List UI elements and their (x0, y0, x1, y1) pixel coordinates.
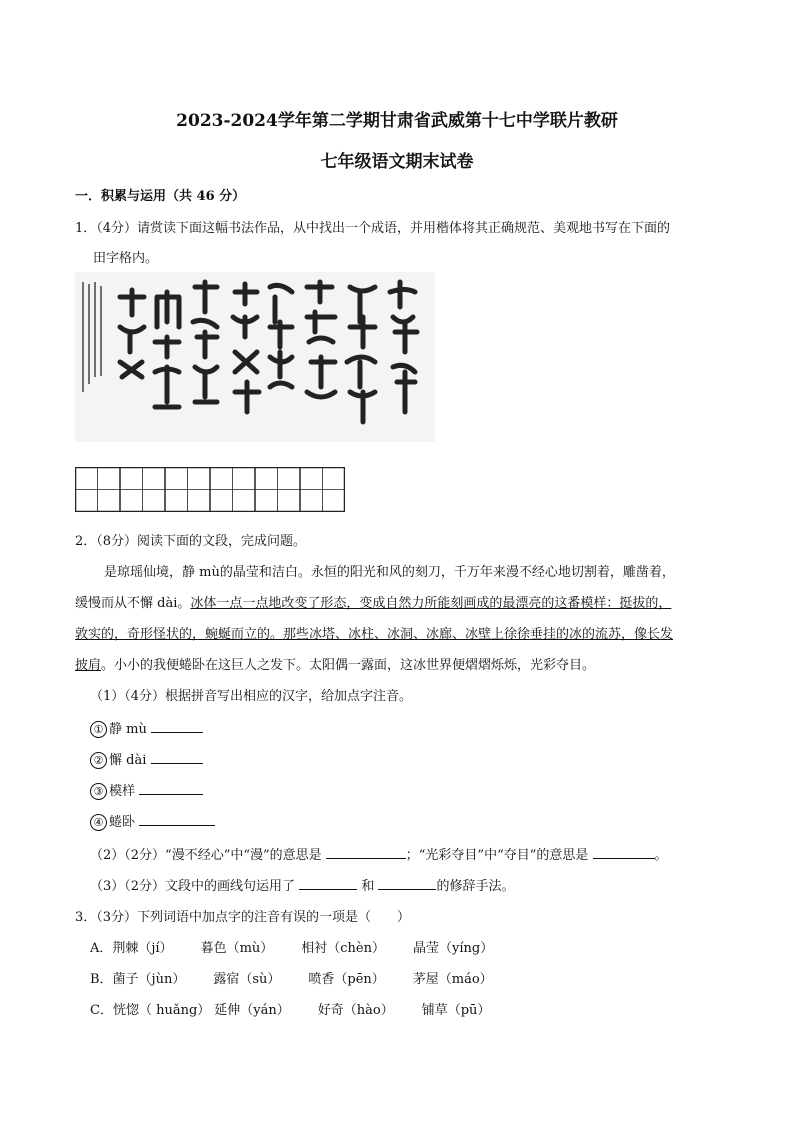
answer-blank-6[interactable] (593, 846, 655, 859)
exam-title-line1: 2023-2024学年第二学期甘肃省武威第十七中学联片教研 (176, 111, 618, 131)
answer-blank-3[interactable] (139, 782, 203, 795)
q2-underlined-sentence-b: 敦实的，奇形怪状的，蜿蜒而立的。那些冰塔、冰柱、冰洞、冰廊、冰壁上徐徐垂挂的冰的流苏，像长发 (75, 627, 674, 642)
q3-stem: 3．（3分）下列词语中加点字的注音有误的一项是（ ） (75, 910, 411, 925)
q3-option-a[interactable]: A．荆棘（jí） 暮色（mù） 相衬（chèn） 晶莹（yíng） (90, 941, 494, 956)
section-heading: 一．积累与运用（共 46 分） (75, 189, 246, 204)
calligraphy-artwork (75, 272, 435, 442)
q2-item-2: ② 懈 dài (90, 749, 203, 769)
q2-paragraph-line2a: 缓慢而从不懈 dài。 (75, 596, 191, 611)
answer-blank-7[interactable] (299, 877, 357, 890)
q2-item-3: ③ 模样 (90, 780, 203, 800)
q2-sub3: （3）（2分）文段中的画线句运用了 和 的修辞手法。 (90, 879, 515, 894)
q3-option-b[interactable]: B．菌子（jùn） 露宿（sù） 喷香（pēn） 茅屋（máo） (90, 972, 493, 987)
answer-blank-2[interactable] (151, 751, 203, 764)
q2-paragraph-line4b: 。小小的我便蜷卧在这巨人之发下。太阳偶一露面，这冰世界便熠熠烁烁，光彩夺目。 (101, 658, 596, 673)
answer-blank-1[interactable] (151, 720, 203, 733)
answer-blank-8[interactable] (378, 877, 436, 890)
q2-sub1: （1）（4分）根据拼音写出相应的汉字，给加点字注音。 (90, 689, 413, 704)
exam-title-line2: 七年级语文期末试卷 (320, 152, 474, 172)
q2-underlined-sentence-c: 披肩 (75, 658, 102, 673)
q2-item-1: ① 静 mù (90, 718, 203, 738)
q2-item-4: ④ 蜷卧 (90, 811, 215, 831)
q1-text-b: 田字格内。 (93, 251, 159, 266)
q2-stem: 2．（8分）阅读下面的文段，完成问题。 (75, 534, 307, 549)
q3-option-c[interactable]: C．恍惚（ huǎng） 延伸（yán） 好奇（hào） 铺草（pū） (90, 1003, 491, 1018)
answer-blank-5[interactable] (326, 846, 406, 859)
q2-paragraph-line2 (75, 592, 671, 611)
q1-text-a: 1．（4分）请赏读下面这幅书法作品，从中找出一个成语，并用楷体将其正确规范、美观地书写在下面的 (75, 221, 671, 236)
q2-paragraph-line1: 是琼瑶仙境，静 mù的晶莹和洁白。永恒的阳光和风的刻刀，千万年来漫不经心地切割着，雕凿着， (104, 565, 675, 580)
tianzige-grid[interactable] (75, 467, 345, 512)
q2-paragraph-line4 (75, 654, 595, 673)
answer-blank-4[interactable] (139, 813, 215, 826)
q2-sub2: （2）（2分）“漫不经心”中“漫”的意思是 ；“光彩夺目”中“夺目”的意思是 。 (90, 848, 668, 863)
q2-underlined-sentence-a: 冰体一点一点地改变了形态，变成自然力所能刻画成的最漂亮的这番模样：挺拔的， (190, 596, 672, 611)
